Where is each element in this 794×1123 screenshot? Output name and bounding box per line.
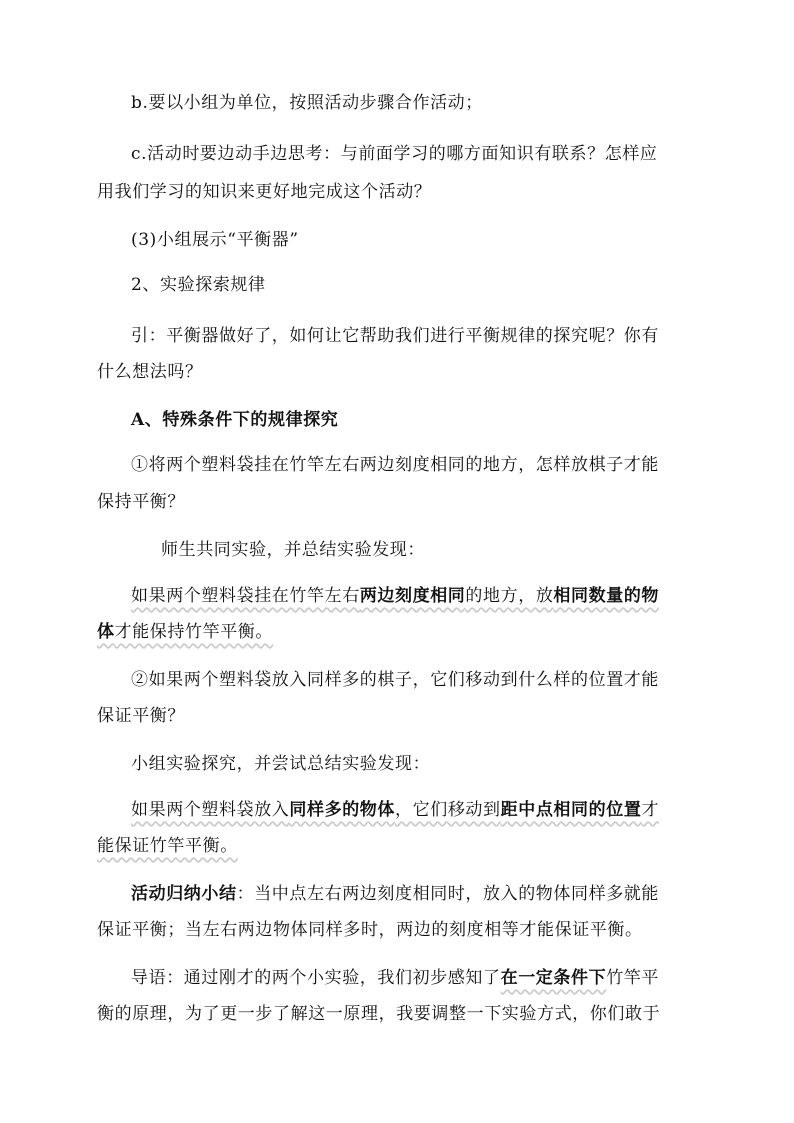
finding1-text: 的地方，放 <box>465 586 554 606</box>
paragraph-finding2-line2 <box>97 828 699 864</box>
paragraph-group-experiment: 小组实验探究，并尝试总结实验发现： <box>131 754 431 774</box>
summary-label: 活动归纳小结 <box>131 884 237 904</box>
paragraph-step2-line1: ②如果两个塑料袋放入同样多的棋子，它们移动到什么样的位置才能 <box>131 670 659 690</box>
paragraph-intro-line1: 引：平衡器做好了，如何让它帮助我们进行平衡规律的探究呢？你有 <box>131 326 659 346</box>
lead-text: 导语：通过刚才的两个小实验，我们初步感知了 <box>131 968 501 988</box>
finding1-bold-scale: 两边刻度相同 <box>359 586 466 606</box>
finding1-bold-quantity: 相同数量的物 <box>553 586 660 606</box>
paragraph-step1-line2: 保持平衡？ <box>97 492 185 512</box>
finding1-text: 才能保持竹竿平衡。 <box>114 622 274 642</box>
paragraph-lead-line2: 衡的原理，为了更一步了解这一原理，我要调整一下实验方式，你们敢于 <box>97 1004 661 1024</box>
paragraph-summary-line2: 保证平衡；当左右两边物体同样多时，两边的刻度相等才能保证平衡。 <box>97 920 643 940</box>
lead-text: 竹竿平 <box>606 968 660 988</box>
finding1-text: 如果两个塑料袋挂在竹竿左右 <box>131 586 360 606</box>
finding1-bold-quantity-end: 体 <box>97 622 115 642</box>
section-heading-experiment: 2、实验探索规律 <box>131 275 266 295</box>
paragraph-step2-line2: 保证平衡？ <box>97 706 185 726</box>
paragraph-finding2-line1 <box>131 792 733 828</box>
paragraph-activity-b: b.要以小组为单位，按照活动步骤合作活动； <box>131 93 483 113</box>
paragraph-activity-c-line1: c.活动时要边动手边思考：与前面学习的哪方面知识有联系？怎样应 <box>131 144 658 164</box>
paragraph-intro-line2: 什么想法吗？ <box>97 362 203 382</box>
subheading-special-conditions: A、特殊条件下的规律探究 <box>131 410 339 430</box>
finding2-bold-same-objects: 同样多的物体 <box>289 800 396 820</box>
paragraph-group-display: (3)小组展示“平衡器” <box>131 230 299 250</box>
paragraph-activity-c-line2: 用我们学习的知识来更好地完成这个活动？ <box>97 182 432 202</box>
paragraph-finding1-line2 <box>97 614 699 650</box>
finding2-text: ，它们移动到 <box>395 800 501 820</box>
finding2-text: 能保证竹竿平衡。 <box>97 836 238 856</box>
paragraph-finding1-line1 <box>131 578 733 614</box>
lead-bold-condition: 在一定条件下 <box>500 968 607 988</box>
paragraph-teacher-experiment: 师生共同实验，并总结实验发现： <box>161 540 425 560</box>
finding2-text: 如果两个塑料袋放入 <box>131 800 290 820</box>
finding2-bold-distance: 距中点相同的位置 <box>500 800 642 820</box>
paragraph-summary-line1 <box>131 876 733 912</box>
paragraph-lead-line1 <box>131 960 733 996</box>
summary-text: ：当中点左右两边刻度相同时，放入的物体同样多就能 <box>236 884 660 904</box>
paragraph-step1-line1: ①将两个塑料袋挂在竹竿左右两边刻度相同的地方，怎样放棋子才能 <box>131 455 659 475</box>
finding2-text: 才 <box>641 800 660 820</box>
